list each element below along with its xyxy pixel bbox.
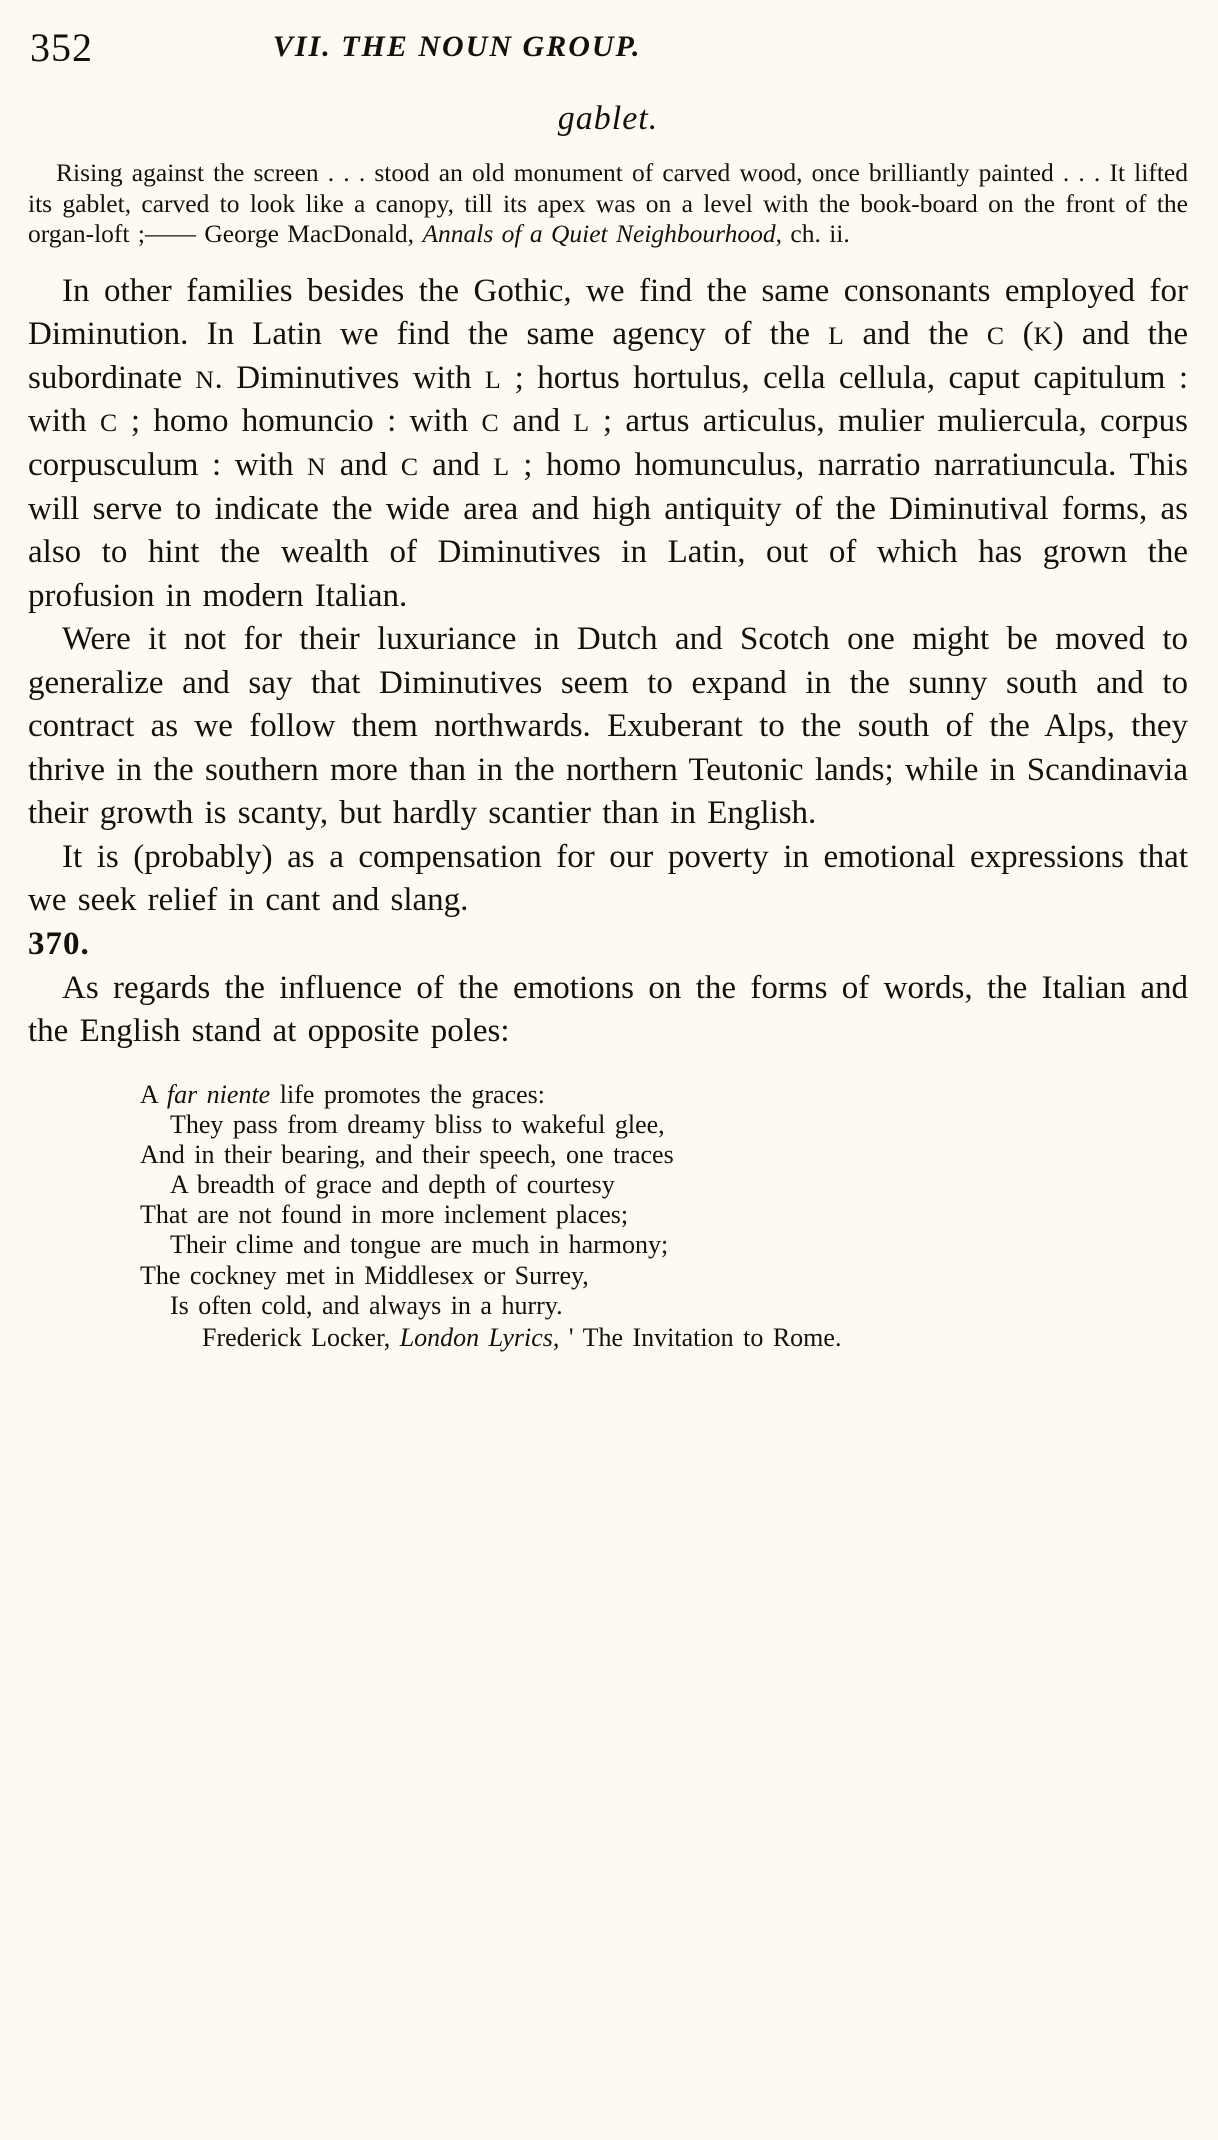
section-heading: gablet.: [557, 100, 659, 137]
paragraph-emotions-forms: As regards the influence of the emotions on the forms of words, the Italian and the English stand at opposite poles:: [28, 969, 1188, 1050]
paragraph-dutch-scotch: Were it not for their luxuriance in Dutch and Scotch one might be moved to generalize and say that Diminutives seem to expand in the sunny south and to contract as we follow them northwards. Exuberant to the south of the Alps, they thrive in the southern more than in the northern Teutonic lands; while in Scandinavia their growth is scanty, but hardly scantier than in English.: [28, 621, 1188, 832]
poem-line: A breadth of grace and depth of courtesy: [170, 1170, 615, 1200]
page-number: 352: [30, 25, 93, 70]
poem-line: That are not found in more inclement places;: [140, 1200, 629, 1230]
running-title: VII. THE NOUN GROUP.: [272, 30, 642, 63]
poem-line: A far niente life promotes the graces:: [140, 1079, 546, 1109]
paragraph-diminutives-latin: In other families besides the Gothic, we find the same consonants employed for Diminution. In Latin we find the same agency of the L and the C (K) and the subordinate N. Diminutives with L ; hortus hortulus, cella cellula, caput capitulum : with C ; homo homuncio : with C and L ; artus articulus, mulier muliercula, corpus corpusculum : with N and C and L ; homo homunculus, narratio narratiuncula. This will serve to indicate the wide area and high antiquity of the Diminutival forms, as also to hint the wealth of Diminutives in Latin, out of which has grown the profusion in modern Italian.: [28, 272, 1189, 614]
poem-attribution: Frederick Locker, London Lyrics, ' The Invitation to Rome.: [202, 1322, 842, 1352]
page-header: [28, 24, 1188, 86]
epigraph-quote: Rising against the screen . . . stood an old monument of carved wood, once brilliantly painted . . . It lifted its gablet, carved to look like a canopy, till its apex was on a level with the book-board on the front of the organ-loft ;—— George MacDonald, Annals of a Quiet Neighbourhood, ch. ii.: [28, 158, 1188, 249]
poem-line: Is often cold, and always in a hurry.: [170, 1290, 563, 1320]
poem-line: And in their bearing, and their speech, one traces: [140, 1139, 674, 1169]
poem-line: Their clime and tongue are much in harmony;: [170, 1230, 669, 1260]
section-number: 370.: [28, 925, 90, 962]
poem-line: They pass from dreamy bliss to wakeful glee,: [170, 1109, 665, 1139]
poem-line: The cockney met in Middlesex or Surrey,: [140, 1260, 589, 1290]
poem-quotation: [140, 1080, 1188, 1353]
paragraph-cant-slang: It is (probably) as a compensation for our poverty in emotional expressions that we seek relief in cant and slang.: [28, 838, 1188, 919]
